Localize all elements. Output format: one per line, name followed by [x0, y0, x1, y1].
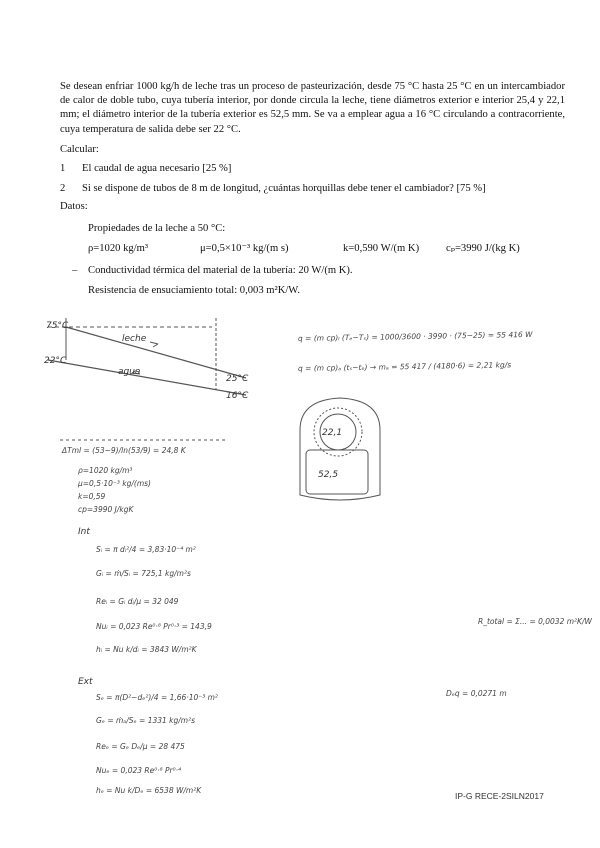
hw-line-5: cp=3990 J/kgK	[78, 505, 134, 514]
label-agua: agua	[118, 367, 141, 377]
hw-energy-balance-water: q = (m cp)ₐ (tₛ−tₑ) → mₐ = 55 417 / (4180·6) = 2,21 kg/s	[297, 360, 512, 373]
hw-ext-1: Sₑ = π(D²−dₑ²)/4 = 1,66·10⁻³ m²	[96, 693, 218, 702]
question-1-text: El caudal de agua necesario [25 %]	[82, 163, 232, 174]
hw-side-note-1: R_total = Σ... = 0,0032 m²K/W	[478, 617, 592, 626]
label-inner-diameter: 22,1	[322, 428, 343, 438]
hw-line-4: k=0,59	[78, 492, 106, 501]
hw-int-2: Gᵢ = ṁ/Sᵢ = 725,1 kg/m²s	[96, 569, 191, 578]
hw-int-5: hᵢ = Nu k/dᵢ = 3843 W/m²K	[96, 645, 197, 654]
milk-flow-arrow	[150, 342, 158, 347]
hw-ext-3: Reₑ = Gₑ Dₑ/μ = 28 475	[96, 742, 185, 751]
label-25c: 25°C	[226, 374, 249, 384]
props-title: Propiedades de la leche a 50 °C:	[88, 223, 226, 234]
bullet-1-mark: –	[72, 265, 78, 276]
prop-specific-heat: cₚ=3990 J/(kg K)	[446, 243, 520, 254]
hw-int-4: Nuᵢ = 0,023 Re⁰·⁸ Pr⁰·³ = 143,9	[96, 622, 212, 631]
bullet-2-text: Resistencia de ensuciamiento total: 0,003 m²K/W.	[88, 285, 300, 296]
question-2-number: 2	[60, 183, 66, 194]
hw-line-2: ρ=1020 kg/m³	[78, 466, 133, 475]
hw-ext-label: Ext	[78, 677, 93, 687]
bullet-1-text: Conductividad térmica del material de la tubería: 20 W/(m K).	[88, 265, 353, 276]
hw-ext-4: Nuₑ = 0,023 Re⁰·⁸ Pr⁰·⁴	[96, 766, 182, 775]
hw-line-3: μ=0,5·10⁻³ kg/(ms)	[78, 479, 151, 488]
calcular-label: Calcular:	[60, 144, 99, 155]
hw-lmtd: ΔTml = (53−9)/ln(53/9) = 24,8 K	[62, 446, 186, 455]
question-1-number: 1	[60, 163, 66, 174]
label-outer-diameter: 52,5	[318, 470, 339, 480]
label-leche: leche	[122, 334, 147, 344]
hw-side-note-2: Dₑq = 0,0271 m	[446, 689, 507, 698]
hw-ext-5: hₑ = Nu k/Dₑ = 6538 W/m²K	[96, 786, 202, 795]
label-16c: 16°C	[226, 391, 249, 401]
question-2-text: Si se dispone de tubos de 8 m de longitud, ¿cuántas horquillas debe tener el cambiador? [75 %]	[82, 183, 486, 194]
prop-density: ρ=1020 kg/m³	[88, 243, 149, 254]
milk-temperature-line	[66, 327, 246, 378]
datos-label: Datos:	[60, 201, 88, 212]
hw-ext-2: Gₑ = ṁₐ/Sₑ = 1331 kg/m²s	[96, 716, 196, 725]
label-75c: 75°C	[46, 321, 69, 331]
footer-code: IP-G RECE-2SILN2017	[455, 791, 544, 801]
hw-int-1: Sᵢ = π dᵢ²/4 = 3,83·10⁻⁴ m²	[96, 545, 196, 554]
prop-viscosity: μ=0,5×10⁻³ kg/(m s)	[200, 243, 289, 254]
hw-int-label: Int	[78, 527, 90, 537]
label-22c: 22°C	[44, 356, 67, 366]
problem-statement: Se desean enfriar 1000 kg/h de leche tras un proceso de pasteurización, desde 75 °C hasta 25 °C en un intercambiador de calor de doble tubo, cuya tubería interior, por donde circula la leche, tiene diámetros exterior e interior 25,4 y 22,1 mm; el diámetro interior de la tubería exterior es 52,5 mm. Se va a emplear agua a 16 °C circulando a contracorriente, cuya temperatura de salida debe ser 22 °C.	[60, 81, 565, 135]
prop-conductivity: k=0,590 W/(m K)	[343, 243, 420, 254]
hw-energy-balance-milk: q = (m cp)ₗ (Tₑ−Tₛ) = 1000/3600 · 3990 · (75−25) = 55 416 W	[297, 329, 533, 343]
hw-int-3: Reᵢ = Gᵢ dᵢ/μ = 32 049	[96, 597, 179, 606]
